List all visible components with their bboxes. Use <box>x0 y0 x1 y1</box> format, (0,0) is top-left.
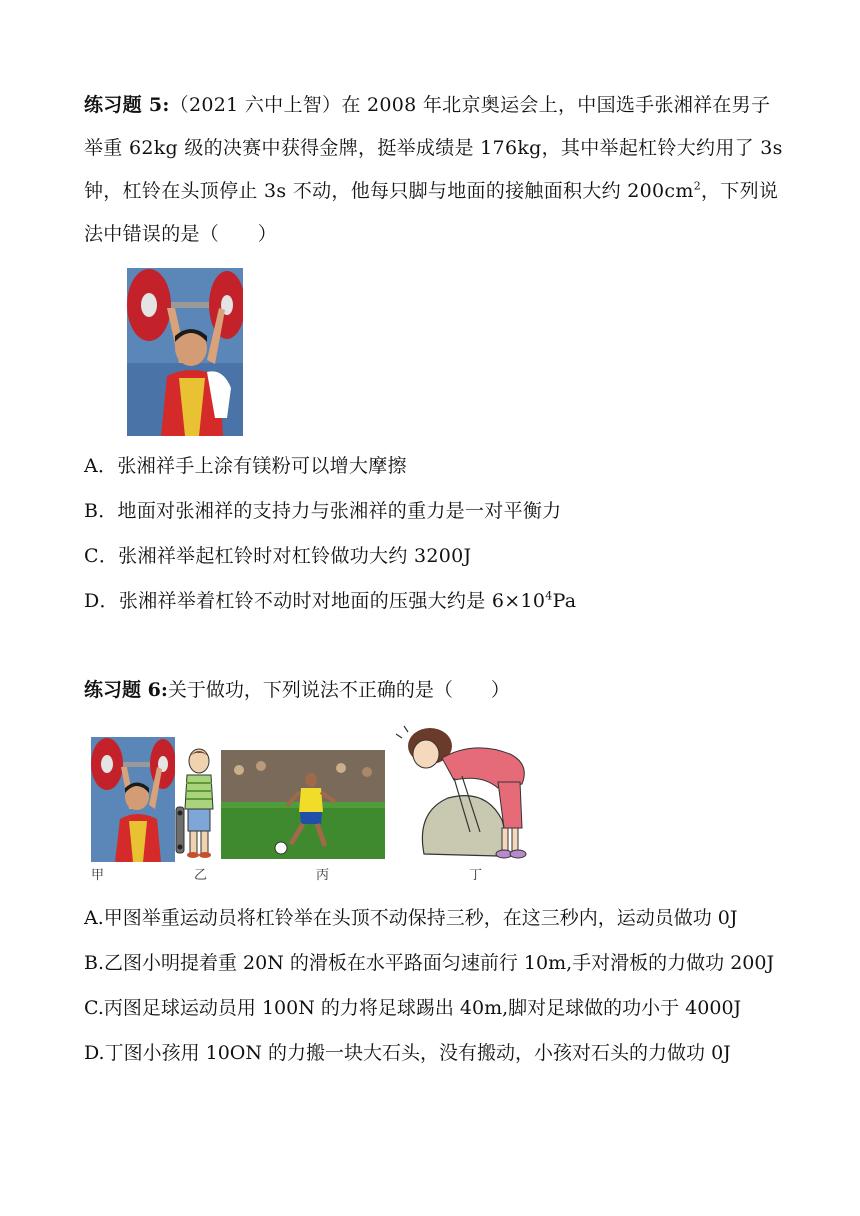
figure-bing-football-player <box>221 750 385 859</box>
caption-ding: 丁 <box>469 868 483 883</box>
q6-option-a: A.甲图举重运动员将杠铃举在头顶不动保持三秒，在这三秒内，运动员做功 0J <box>84 907 738 929</box>
caption-yi: 乙 <box>194 868 208 883</box>
weightlifter-photo <box>127 268 243 436</box>
caption-bing: 丙 <box>316 868 330 883</box>
q5-line-2: 举重 62kg 级的决赛中获得金牌，挺举成绩是 176kg，其中举起杠铃大约用了 3s <box>84 137 783 159</box>
q5-option-d: D．张湘祥举着杠铃不动时对地面的压强大约是 $6\times 10^4Pa$ <box>84 589 577 612</box>
q6-option-c: C.丙图足球运动员用 100N 的力将足球踢出 40m,脚对足球做的功小于 4000J <box>84 997 742 1019</box>
caption-jia: 甲 <box>91 868 105 883</box>
figure-jia-weightlifter <box>91 737 175 862</box>
q5-option-c: C．张湘祥举起杠铃时对杠铃做功大约 3200J <box>84 545 472 567</box>
q5-label: 练习题 5: <box>84 94 170 116</box>
q5-option-b: B．地面对张湘祥的支持力与张湘祥的重力是一对平衡力 <box>84 500 562 522</box>
figure-ding-girl-rock <box>394 724 538 862</box>
q6-option-b: B.乙图小明提着重 20N 的滑板在水平路面匀速前行 10m,手对滑板的力做功 200J <box>84 952 775 974</box>
q6-option-d: D.丁图小孩用 10ON 的力搬一块大石头，没有搬动，小孩对石头的力做功 0J <box>84 1042 731 1064</box>
question-5 <box>84 84 784 256</box>
figure-yi-boy-skateboard <box>172 747 222 862</box>
q5-line-3: 钟，杠铃在头顶停止 3s 不动，他每只脚与地面的接触面积大约 $200cm^2$，下列说 <box>84 179 779 202</box>
q6-label: 练习题 6: <box>84 679 168 701</box>
q5-option-a: A．张湘祥手上涂有镁粉可以增大摩擦 <box>84 455 407 477</box>
question-6: 练习题 6:关于做功，下列说法不正确的是（ ） <box>84 679 510 701</box>
q5-line-4: 法中错误的是（ ） <box>84 223 278 245</box>
q5-line-1: 练习题 5:（2021 六中上智）在 2008 年北京奥运会上，中国选手张湘祥在男子 <box>84 94 771 116</box>
